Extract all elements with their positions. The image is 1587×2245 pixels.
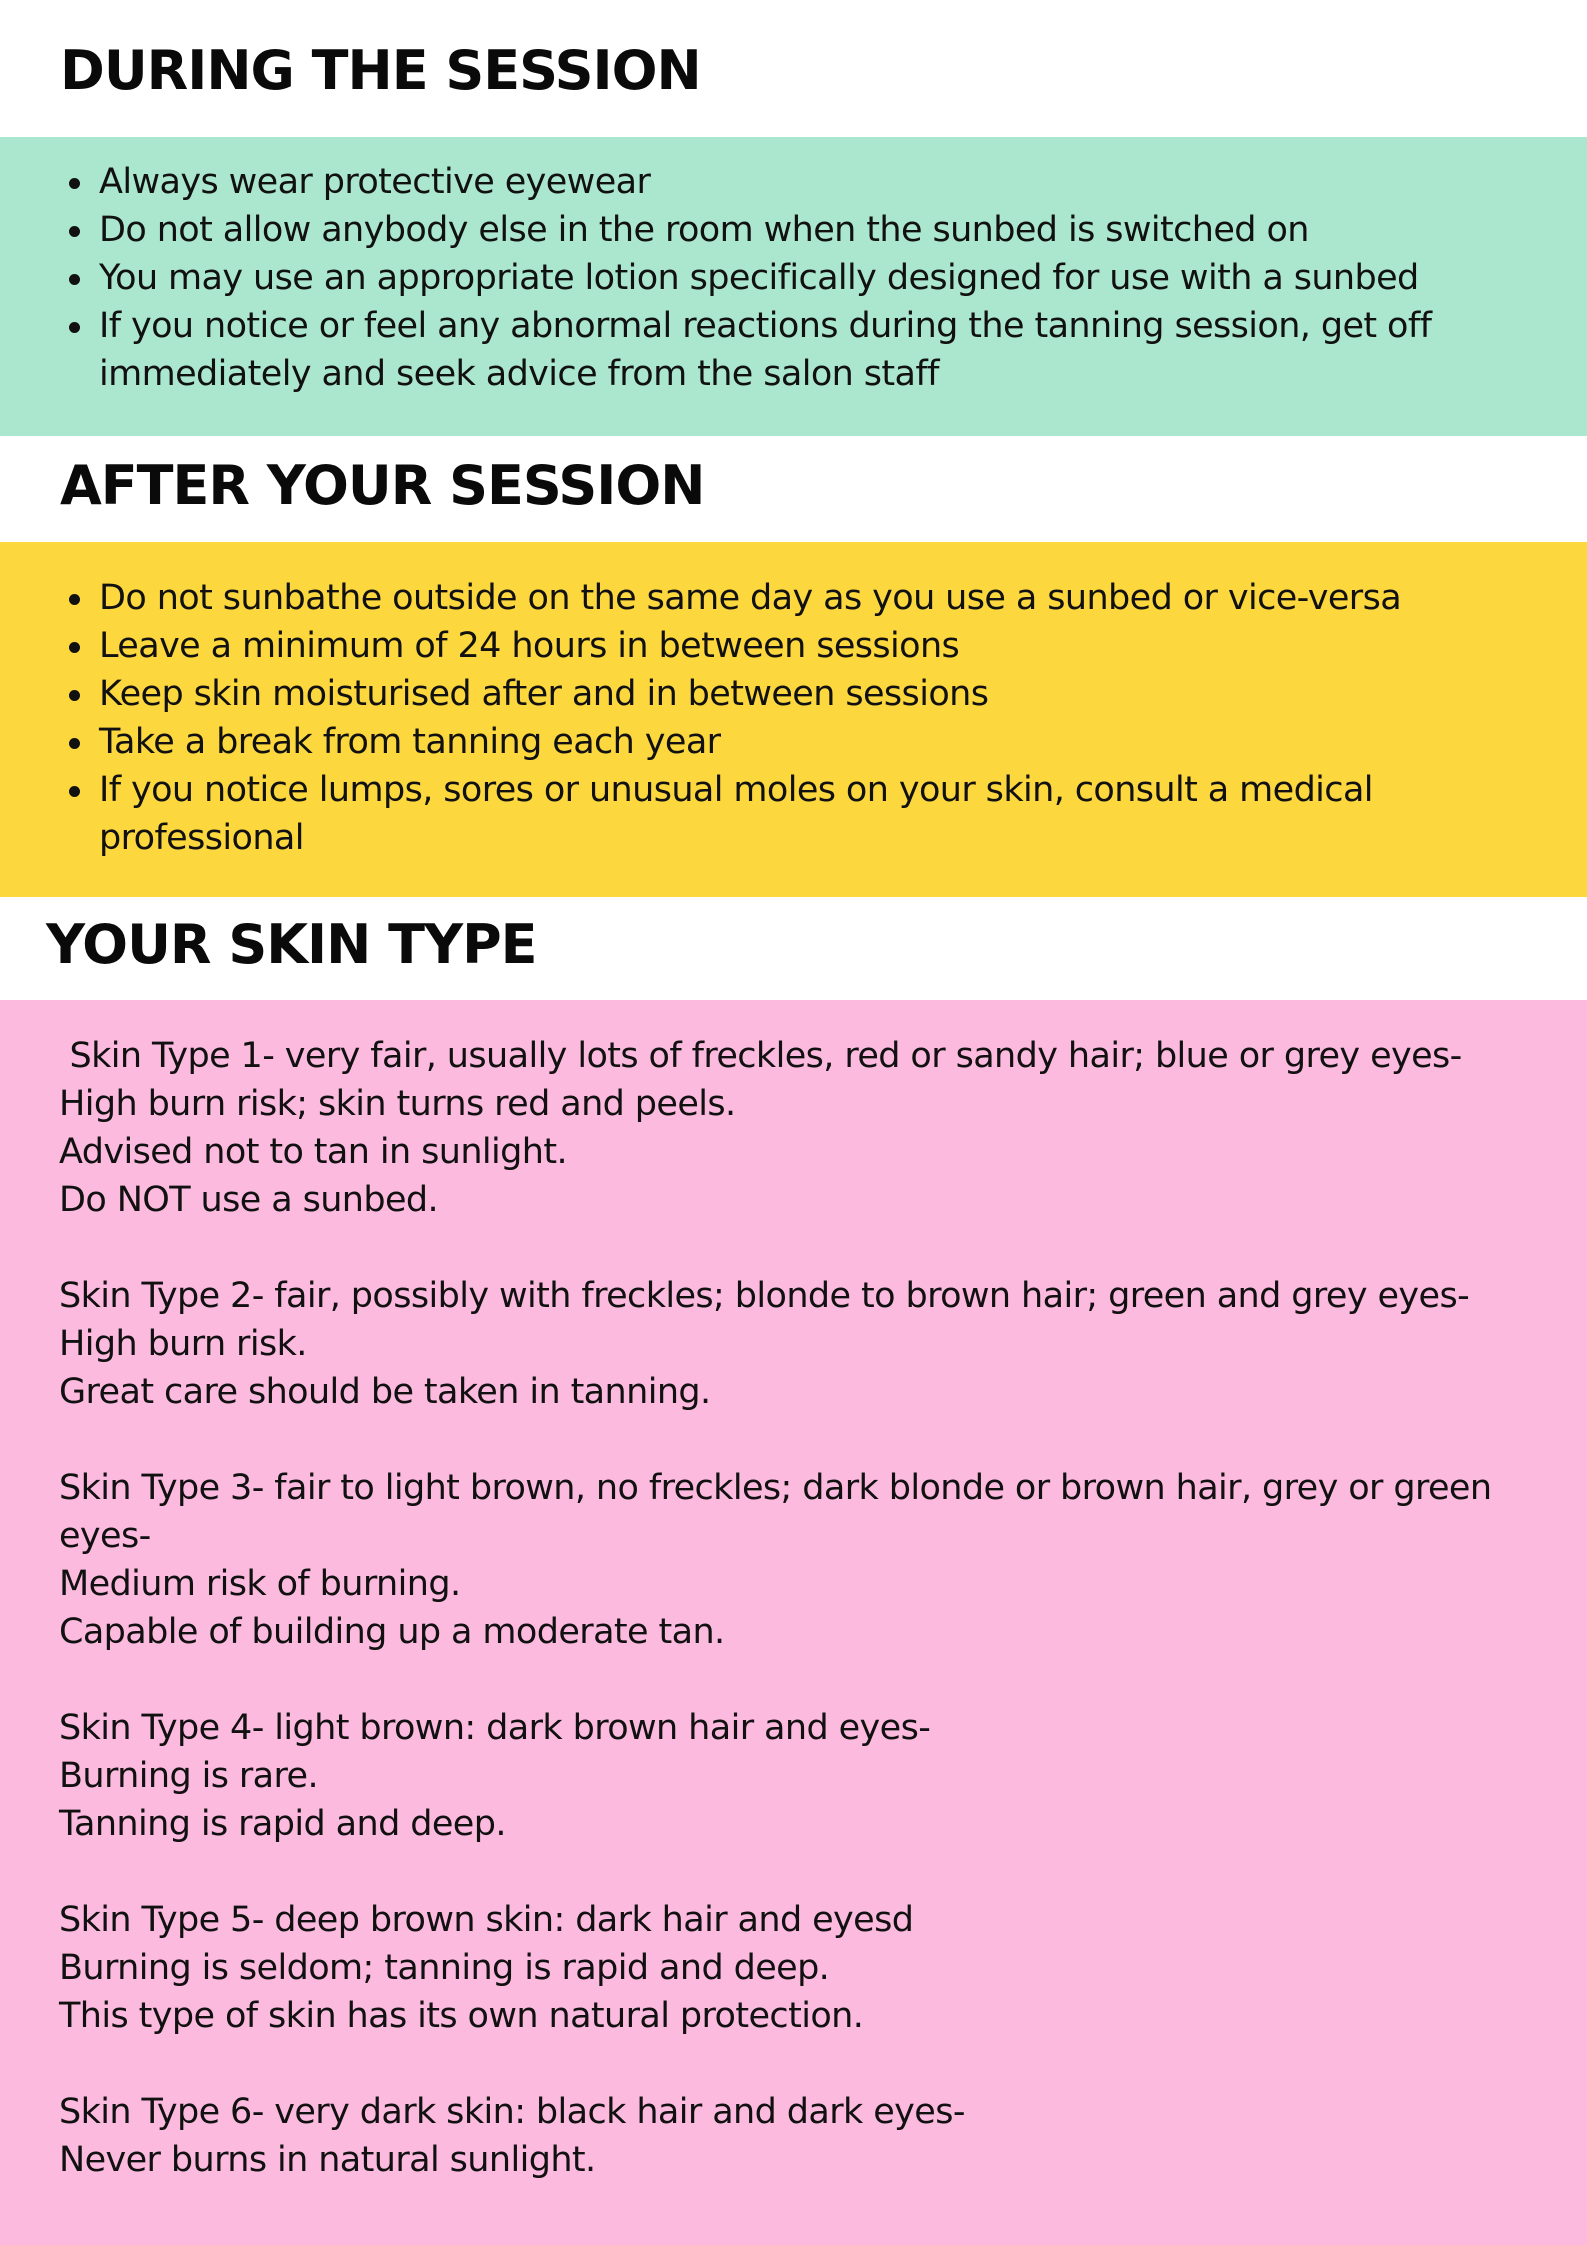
skin-type-2 — [59, 1272, 1559, 1416]
skin-type-3-title: Skin Type 3- fair to light brown, no freckles; dark blonde or brown hair, grey or green eyes- — [59, 1468, 1492, 1556]
skin-type-2-line: High burn risk. — [59, 1324, 307, 1364]
skin-type-5-line: Burning is seldom; tanning is rapid and deep. — [59, 1948, 830, 1988]
skin-type-3 — [59, 1464, 1559, 1656]
list-item: If you notice lumps, sores or unusual moles on your skin, consult a medical professional — [62, 766, 1499, 862]
list-item: Leave a minimum of 24 hours in between sessions — [62, 622, 1562, 670]
list-item: Do not sunbathe outside on the same day as you use a sunbed or vice-versa — [62, 574, 1562, 622]
skin-type-2-line: Great care should be taken in tanning. — [59, 1372, 711, 1412]
list-item: Do not allow anybody else in the room when the sunbed is switched on — [62, 206, 1562, 254]
skin-type-3-line: Capable of building up a moderate tan. — [59, 1612, 725, 1652]
skin-type-4-line: Burning is rare. — [59, 1756, 319, 1796]
during-session-heading: DURING THE SESSION — [60, 39, 701, 102]
skin-type-6-line: Never burns in natural sunlight. — [59, 2140, 596, 2180]
skin-type-1-line: High burn risk; skin turns red and peels. — [59, 1084, 736, 1124]
skin-type-1-line: Do NOT use a sunbed. — [59, 1180, 439, 1220]
during-session-panel — [0, 137, 1587, 436]
skin-type-3-line: Medium risk of burning. — [59, 1564, 461, 1604]
skin-type-1 — [59, 1032, 1559, 1224]
skin-type-4-title: Skin Type 4- light brown: dark brown hair and eyes- — [59, 1708, 931, 1748]
skin-type-1-title: Skin Type 1- very fair, usually lots of freckles, red or sandy hair; blue or grey eyes- — [59, 1036, 1462, 1076]
list-item: If you notice or feel any abnormal reactions during the tanning session, get off immediately and seek advice from the salon staff — [62, 302, 1519, 398]
skin-type-4 — [59, 1704, 1559, 1848]
skin-type-2-title: Skin Type 2- fair, possibly with freckles; blonde to brown hair; green and grey eyes- — [59, 1276, 1470, 1316]
during-session-list — [62, 158, 1562, 398]
skin-type-4-line: Tanning is rapid and deep. — [59, 1804, 506, 1844]
list-item: You may use an appropriate lotion specifically designed for use with a sunbed — [62, 254, 1562, 302]
skin-type-6 — [59, 2088, 1559, 2184]
list-item: Keep skin moisturised after and in between sessions — [62, 670, 1562, 718]
list-item: Always wear protective eyewear — [62, 158, 1562, 206]
skin-type-heading: YOUR SKIN TYPE — [46, 913, 537, 976]
skin-type-5-line: This type of skin has its own natural protection. — [59, 1996, 864, 2036]
after-session-panel — [0, 542, 1587, 897]
skin-type-5 — [59, 1896, 1559, 2040]
after-session-list — [62, 574, 1562, 862]
skin-type-5-title: Skin Type 5- deep brown skin: dark hair and eyesd — [59, 1900, 914, 1940]
skin-type-6-title: Skin Type 6- very dark skin: black hair and dark eyes- — [59, 2092, 965, 2132]
list-item: Take a break from tanning each year — [62, 718, 1562, 766]
after-session-heading: AFTER YOUR SESSION — [60, 454, 705, 517]
skin-type-1-line: Advised not to tan in sunlight. — [59, 1132, 568, 1172]
